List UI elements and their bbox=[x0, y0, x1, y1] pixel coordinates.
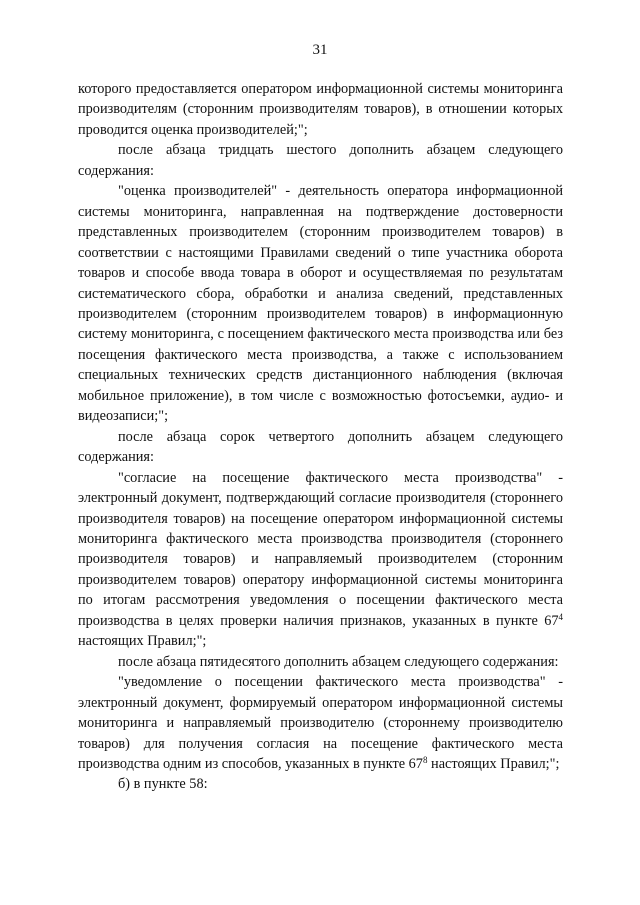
paragraph-continuation: которого предоставляется оператором информационной системы мониторинга производителям (сторонним производителям товаров), в отношении которых проводится оценка производителей;"; bbox=[78, 81, 563, 138]
paragraph-subitem: б) в пункте 58: bbox=[118, 776, 208, 793]
document-body bbox=[78, 79, 563, 795]
paragraph-text: "уведомление о посещении фактического места производства" - электронный документ, формируемый оператором информационной системы мониторинга и направляемый производителю (стороннему производителю товаров) для получения согласия на посещение фактического места производства одним из способов, указанных в пункте 67 bbox=[78, 674, 563, 772]
paragraph-text: настоящих Правил;"; bbox=[427, 755, 560, 772]
superscript: 4 bbox=[558, 611, 563, 622]
superscript: 8 bbox=[422, 754, 428, 765]
paragraph-definition-visit-consent bbox=[78, 468, 563, 652]
paragraph-amendment-instruction: после абзаца пятидесятого дополнить абзацем следующего содержания: bbox=[118, 653, 559, 670]
paragraph-amendment-instruction: после абзаца тридцать шестого дополнить абзацем следующего содержания: bbox=[78, 142, 563, 179]
paragraph-definition-visit-notice bbox=[78, 672, 563, 774]
paragraph-text: "согласие на посещение фактического места производства" - электронный документ, подтверждающий согласие производителя (стороннего производителя товаров) на посещение оператором информационной системы мониторинга фактического места производства производителя (стороннего производителя товаров) и направляемый производителем (сторонним производителем товаров) оператору информационной системы мониторинга по итогам рассмотрения уведомления о посещении фактического места производства в целях проверки наличия признаков, указанных в пункте 67 bbox=[78, 469, 563, 629]
paragraph-amendment-instruction: после абзаца сорок четвертого дополнить абзацем следующего содержания: bbox=[78, 428, 563, 466]
paragraph-text: настоящих Правил;"; bbox=[78, 633, 207, 650]
page-number: 31 bbox=[312, 42, 328, 58]
paragraph-definition-producer-assessment: "оценка производителей" - деятельность оператора информационной системы мониторинга, направленная на подтверждение достоверности представленных производителем (сторонним производителем товаров) в соответствии с настоящими Правилами сведений о типе участника оборота товаров и способе ввода товара в оборот и осуществляемая по результатам систематического сбора, обработки и анализа сведений, представленных производителем (сторонним производителем товаров) в информационную систему мониторинга, с посещением фактического места производства или без посещения фактического места производства, а также с использованием специальных технических средств дистанционного наблюдения (включая мобильное приложение), в том числе с возможностью фотосъемки, аудио- и видеозаписи;"; bbox=[78, 183, 563, 425]
